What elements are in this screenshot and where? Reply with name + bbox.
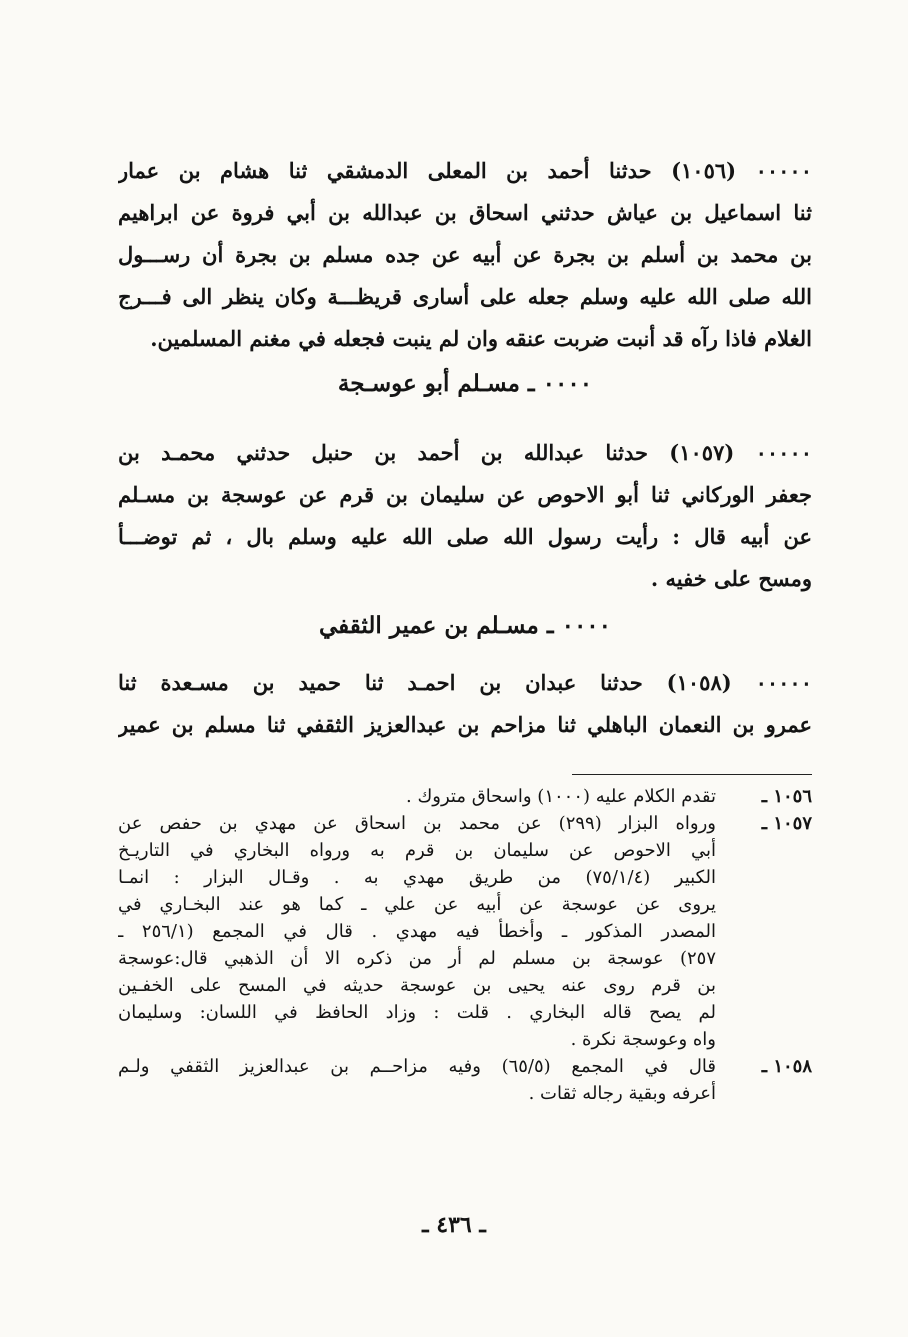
footnote-line: ٢٥٧) عوسجة بن مسلم لم أر من ذكره الا أن الذهبي قال:عوسجة: [118, 948, 716, 969]
footnote-number: ١٠٥٧ ـ: [761, 813, 812, 834]
text-line: الله صلى الله عليه وسلم جعله على أسارى قريظـــة وكان ينظر الى فـــرج: [118, 284, 812, 309]
footnote-body: [118, 783, 716, 810]
page-number: ـ ٤٣٦ ـ: [422, 1212, 486, 1238]
footnote-line: المصدر المذكور ـ وأخطأ فيه مهدي . قال في المجمع (٢٥٦/١ ـ: [118, 921, 716, 942]
text-line: ٠٠٠٠٠ (١٠٥٧) حدثنا عبدالله بن أحمد بن حنبل حدثني محمـد بن: [118, 440, 812, 465]
section-heading: ٠٠٠٠ ـ مسـلم أبو عوسـجة: [337, 370, 593, 397]
footnote-1058: [118, 1053, 812, 1107]
footnote-1056: [118, 783, 812, 810]
footnote-number: ١٠٥٦ ـ: [761, 786, 812, 807]
footnote-divider: [572, 774, 812, 775]
footnote-line: واه وعوسجة نكرة .: [570, 1029, 716, 1050]
footnote-1057: [118, 810, 812, 1053]
footnote-number: ١٠٥٨ ـ: [761, 1056, 812, 1077]
text-line: جعفر الوركاني ثنا أبو الاحوص عن سليمان بن قرم عن عوسجة بن مسـلم: [118, 482, 812, 507]
footnote-line: الكبير (٧٥/١/٤) من طريق مهدي به . وقـال البزار : انمـا: [118, 867, 716, 888]
section-heading: ٠٠٠٠ ـ مسـلم بن عمير الثقفي: [318, 612, 612, 639]
hadith-1057: [118, 432, 812, 600]
footnote-line: بن قرم روى عنه يحيى بن عوسجة حديثه في المسح على الخفـين: [118, 975, 716, 996]
footnote-line: تقدم الكلام عليه (١٠٠٠) واسحاق متروك .: [406, 786, 716, 807]
footnote-line: قال في المجمع (٦٥/٥) وفيه مزاحــم بن عبدالعزيز الثقفي ولـم: [118, 1056, 716, 1077]
text-line: عن أبيه قال : رأيت رسول الله صلى الله عليه وسلم بال ، ثم توضـــأ: [118, 524, 812, 549]
footnote-line: يروى عن عوسجة عن أبيه عن علي ـ كما هو عند البخـاري في: [118, 894, 716, 915]
footnote-body: [118, 810, 716, 1053]
text-line: ومسح على خفيه .: [650, 566, 812, 591]
footnote-line: أعرفه وبقية رجاله ثقات .: [528, 1083, 716, 1104]
text-line: الغلام فاذا رآه قد أنبت ضربت عنقه وان لم ينبت فجعله في مغنم المسلمين.: [150, 326, 812, 351]
footnote-line: لم يصح قاله البخاري . قلت : وزاد الحافظ في اللسان: وسليمان: [118, 1002, 716, 1023]
hadith-1056: [118, 150, 812, 360]
text-line: ثنا اسماعيل بن عياش حدثني اسحاق بن عبدالله بن أبي فروة عن ابراهيم: [118, 200, 812, 225]
text-line: عمرو بن النعمان الباهلي ثنا مزاحم بن عبدالعزيز الثقفي ثنا مسلم بن عمير: [118, 712, 812, 737]
footnote-body: [118, 1053, 716, 1107]
main-text: [118, 150, 812, 746]
footnote-line: أبي الاحوص عن سليمان بن قرم به ورواه البخاري في التاريـخ: [118, 840, 716, 861]
text-line: بن محمد بن أسلم بن بجرة عن أبيه عن جده مسلم بن بجرة أن رســـول: [118, 242, 812, 267]
footnote-line: ورواه البزار (٢٩٩) عن محمد بن اسحاق عن مهدي بن حفص عن: [118, 813, 716, 834]
hadith-1058: [118, 662, 812, 746]
text-line: ٠٠٠٠٠ (١٠٥٨) حدثنا عبدان بن احمـد ثنا حميد بن مسـعدة ثنا: [118, 670, 812, 695]
footnotes: [118, 783, 812, 1107]
text-line: ٠٠٠٠٠ (١٠٥٦) حدثنا أحمد بن المعلى الدمشقي ثنا هشام بن عمار: [118, 158, 812, 183]
